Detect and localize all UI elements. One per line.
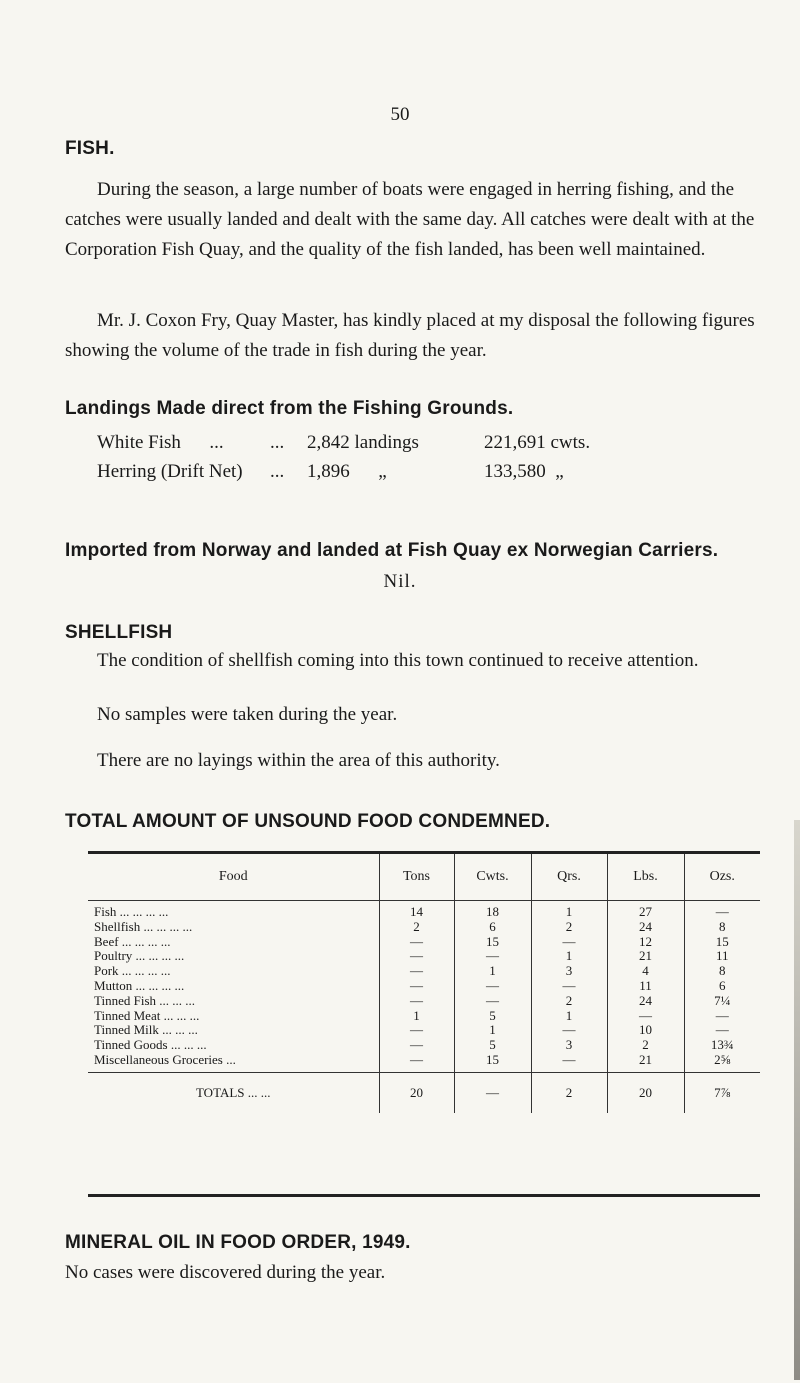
table-row bbox=[88, 979, 760, 994]
cell-cwts: 18 bbox=[454, 901, 531, 920]
col-header-lbs: Lbs. bbox=[607, 854, 684, 901]
landing-dots: ... bbox=[270, 461, 285, 482]
landing-label: White Fish ... bbox=[97, 432, 224, 453]
totals-tons: 20 bbox=[379, 1072, 454, 1113]
scan-edge bbox=[794, 820, 800, 1380]
cell-tons: — bbox=[379, 1038, 454, 1053]
landings-heading: Landings Made direct from the Fishing Grounds. bbox=[65, 398, 514, 419]
totals-ozs: 7⅞ bbox=[684, 1072, 760, 1113]
cell-ozs: 7¼ bbox=[684, 994, 760, 1009]
cell-cwts: — bbox=[454, 994, 531, 1009]
cell-cwts: 1 bbox=[454, 1023, 531, 1038]
table-row bbox=[88, 1023, 760, 1038]
landing-weight: 221,691 cwts. bbox=[484, 432, 591, 453]
page-number: 50 bbox=[390, 104, 410, 125]
cell-tons: — bbox=[379, 1023, 454, 1038]
cell-food: Mutton ... ... ... ... bbox=[94, 977, 185, 993]
col-header-ozs: Ozs. bbox=[684, 854, 760, 901]
table-row bbox=[88, 1009, 760, 1024]
cell-qrs: 3 bbox=[531, 1038, 607, 1053]
cell-tons: — bbox=[379, 994, 454, 1009]
cell-lbs: 21 bbox=[607, 1053, 684, 1072]
col-header-qrs: Qrs. bbox=[531, 854, 607, 901]
cell-qrs: 1 bbox=[531, 949, 607, 964]
cell-cwts: 15 bbox=[454, 935, 531, 950]
cell-qrs: — bbox=[531, 935, 607, 950]
totals-lbs: 20 bbox=[607, 1072, 684, 1113]
table-header-row bbox=[88, 854, 760, 901]
cell-ozs: 8 bbox=[684, 964, 760, 979]
condemned-table bbox=[88, 854, 760, 1113]
cell-qrs: 3 bbox=[531, 964, 607, 979]
cell-food: Tinned Meat ... ... ... bbox=[94, 1007, 200, 1023]
cell-food: Shellfish ... ... ... ... bbox=[94, 918, 193, 934]
cell-qrs: 2 bbox=[531, 920, 607, 935]
cell-food: Beef ... ... ... ... bbox=[94, 933, 171, 949]
cell-cwts: 15 bbox=[454, 1053, 531, 1072]
cell-lbs: 12 bbox=[607, 935, 684, 950]
cell-ozs: 11 bbox=[684, 949, 760, 964]
totals-qrs: 2 bbox=[531, 1072, 607, 1113]
cell-qrs: — bbox=[531, 1023, 607, 1038]
cell-tons: — bbox=[379, 1053, 454, 1072]
cell-qrs: — bbox=[531, 1053, 607, 1072]
landing-count: 1,896 „ bbox=[307, 461, 387, 482]
cell-lbs: 11 bbox=[607, 979, 684, 994]
table-row bbox=[88, 994, 760, 1009]
shellfish-paragraph-1: The condition of shellfish coming into this town continued to receive attention. bbox=[97, 650, 699, 671]
cell-ozs: 15 bbox=[684, 935, 760, 950]
cell-food: Tinned Milk ... ... ... bbox=[94, 1022, 198, 1038]
totals-row bbox=[88, 1072, 760, 1113]
cell-tons: 14 bbox=[379, 901, 454, 920]
cell-lbs: 21 bbox=[607, 949, 684, 964]
imported-value: Nil. bbox=[383, 571, 417, 592]
cell-cwts: 1 bbox=[454, 964, 531, 979]
fish-heading: FISH. bbox=[65, 138, 115, 159]
cell-food: Tinned Fish ... ... ... bbox=[94, 992, 196, 1008]
mineral-oil-heading: MINERAL OIL IN FOOD ORDER, 1949. bbox=[65, 1232, 411, 1253]
cell-food: Pork ... ... ... ... bbox=[94, 963, 171, 979]
shellfish-heading: SHELLFISH bbox=[65, 622, 173, 643]
imported-heading: Imported from Norway and landed at Fish Quay ex Norwegian Carriers. bbox=[65, 540, 719, 561]
fish-paragraph-1: During the season, a large number of boats were engaged in herring fishing, and the catches were usually landed and dealt with the same day. All catches were dealt with at the Corporation Fish Quay, and the quality of the fish landed, has been well maintained. bbox=[65, 179, 755, 260]
cell-food: Tinned Goods ... ... ... bbox=[94, 1037, 207, 1053]
cell-lbs: 24 bbox=[607, 920, 684, 935]
fish-paragraph-2: Mr. J. Coxon Fry, Quay Master, has kindly placed at my disposal the following figures showing the volume of the trade in fish during the year. bbox=[65, 310, 755, 361]
cell-lbs: 2 bbox=[607, 1038, 684, 1053]
cell-tons: 2 bbox=[379, 920, 454, 935]
cell-qrs: 1 bbox=[531, 901, 607, 920]
cell-tons: 1 bbox=[379, 1009, 454, 1024]
landing-dots: ... bbox=[270, 432, 285, 453]
landing-count: 2,842 landings bbox=[307, 432, 419, 453]
cell-food: Fish ... ... ... ... bbox=[94, 904, 169, 919]
table-row bbox=[88, 1053, 760, 1072]
cell-ozs: 8 bbox=[684, 920, 760, 935]
landing-label: Herring (Drift Net) bbox=[97, 461, 243, 482]
cell-food: Poultry ... ... ... ... bbox=[94, 948, 185, 964]
cell-tons: — bbox=[379, 979, 454, 994]
cell-lbs: 24 bbox=[607, 994, 684, 1009]
cell-ozs: — bbox=[684, 1023, 760, 1038]
landing-weight: 133,580 „ bbox=[484, 461, 564, 482]
cell-cwts: — bbox=[454, 949, 531, 964]
mineral-oil-text: No cases were discovered during the year. bbox=[65, 1262, 386, 1283]
totals-label: TOTALS ... ... bbox=[88, 1072, 379, 1113]
cell-lbs: — bbox=[607, 1009, 684, 1024]
condemned-heading: TOTAL AMOUNT OF UNSOUND FOOD CONDEMNED. bbox=[65, 811, 551, 832]
cell-ozs: 13¾ bbox=[684, 1038, 760, 1053]
cell-qrs: 1 bbox=[531, 1009, 607, 1024]
cell-cwts: 6 bbox=[454, 920, 531, 935]
cell-ozs: 6 bbox=[684, 979, 760, 994]
cell-ozs: 2⅝ bbox=[684, 1053, 760, 1072]
cell-lbs: 27 bbox=[607, 901, 684, 920]
cell-tons: — bbox=[379, 949, 454, 964]
table-row bbox=[88, 935, 760, 950]
col-header-cwts: Cwts. bbox=[454, 854, 531, 901]
cell-ozs: — bbox=[684, 1009, 760, 1024]
shellfish-paragraph-3: There are no layings within the area of this authority. bbox=[97, 750, 500, 771]
cell-cwts: 5 bbox=[454, 1009, 531, 1024]
totals-cwts: — bbox=[454, 1072, 531, 1113]
col-header-tons: Tons bbox=[379, 854, 454, 901]
shellfish-paragraph-2: No samples were taken during the year. bbox=[97, 704, 398, 725]
cell-tons: — bbox=[379, 935, 454, 950]
table-row bbox=[88, 1038, 760, 1053]
cell-cwts: — bbox=[454, 979, 531, 994]
col-header-food: Food bbox=[88, 854, 379, 901]
cell-qrs: 2 bbox=[531, 994, 607, 1009]
table-row bbox=[88, 949, 760, 964]
cell-food: Miscellaneous Groceries ... bbox=[94, 1051, 236, 1067]
cell-qrs: — bbox=[531, 979, 607, 994]
table-row bbox=[88, 901, 760, 920]
cell-ozs: — bbox=[684, 901, 760, 920]
cell-lbs: 4 bbox=[607, 964, 684, 979]
cell-cwts: 5 bbox=[454, 1038, 531, 1053]
cell-lbs: 10 bbox=[607, 1023, 684, 1038]
table-row bbox=[88, 964, 760, 979]
cell-tons: — bbox=[379, 964, 454, 979]
table-row bbox=[88, 920, 760, 935]
